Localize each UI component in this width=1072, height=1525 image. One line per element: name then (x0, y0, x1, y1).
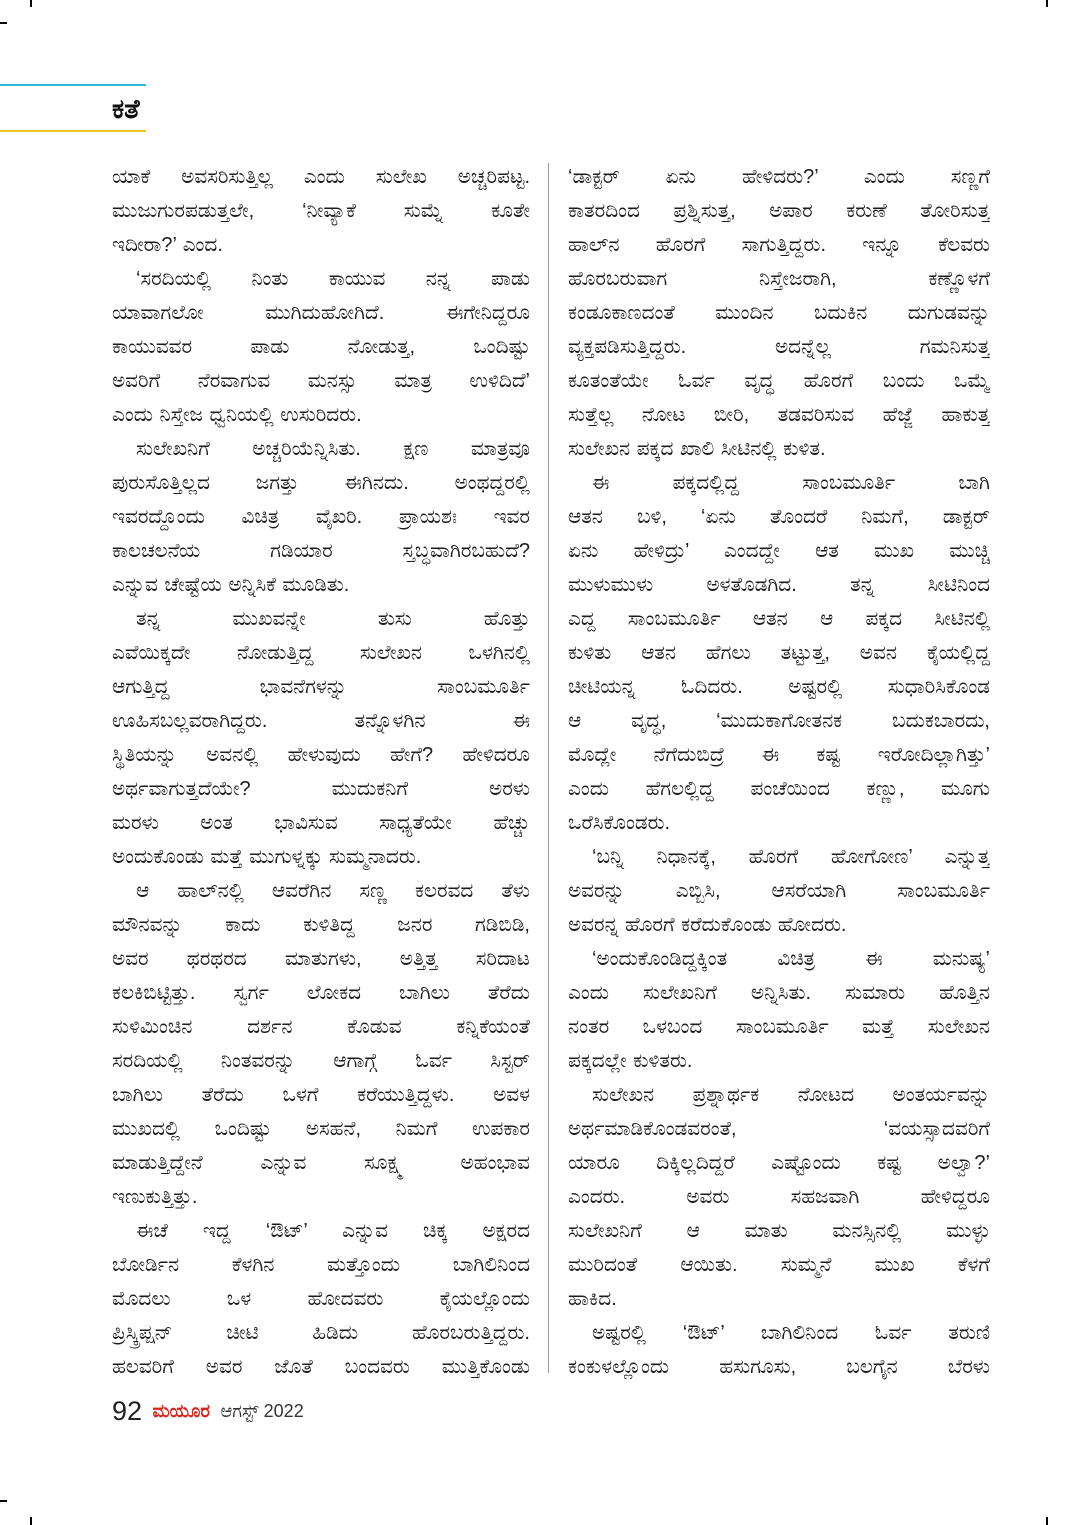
text-line: ಎಂದರು. ಅವರು ಸಹಜವಾಗಿ ಹೇಳಿದ್ದರೂ (568, 1186, 990, 1208)
text-line: ಬಾಗಿಲು ತೆರೆದು ಒಳಗೆ ಕರೆಯುತ್ತಿದ್ದಳು. ಅವಳ (112, 1084, 530, 1106)
section-label: ಕತೆ (112, 94, 140, 124)
crop-mark (1046, 0, 1048, 7)
text-line: ಮೊದಲು ಒಳ ಹೋದವರು ಕೈಯಲ್ಲೊಂದು (112, 1288, 530, 1310)
text-line: ಸ್ಥಿತಿಯನ್ನು ಅವನಲ್ಲಿ ಹೇಳುವುದು ಹೇಗೆ? ಹೇಳಿದರೂ (112, 744, 530, 766)
text-line: ಹಲವರಿಗೆ ಅವರ ಜೊತೆ ಬಂದವರು ಮುತ್ತಿಕೊಂಡು (112, 1356, 530, 1378)
text-line: ಇವರದ್ದೊಂದು ವಿಚಿತ್ರ ವೈಖರಿ. ಪ್ರಾಯಶಃ ಇವರ (112, 506, 530, 528)
text-line: ಕಲಕಿಬಿಟ್ಟಿತ್ತು. ಸ್ವರ್ಗ ಲೋಕದ ಬಾಗಿಲು ತೆರೆದು (112, 982, 530, 1004)
text-line: ಮುಖದಲ್ಲಿ ಒಂದಿಷ್ಟು ಅಸಹನೆ, ನಿಮಗೆ ಉಪಕಾರ (112, 1118, 530, 1140)
magazine-name: ಮಯೂರ (152, 1401, 210, 1421)
text-line: ನಂತರ ಒಳಬಂದ ಸಾಂಬಮೂರ್ತಿ ಮತ್ತೆ ಸುಲೇಖನ (568, 1016, 990, 1038)
text-line: ಈ ಪಕ್ಕದಲ್ಲಿದ್ದ ಸಾಂಬಮೂರ್ತಿ ಬಾಗಿ (592, 472, 990, 494)
left-column (112, 160, 530, 1384)
text-line: ಮುರಿದಂತೆ ಆಯಿತು. ಸುಮ್ಮನೆ ಮುಖ ಕೆಳಗೆ (568, 1254, 990, 1276)
text-line: ಸರದಿಯಲ್ಲಿ ನಿಂತವರನ್ನು ಆಗಾಗ್ಗೆ ಓರ್ವ ಸಿಸ್ಟರ್ (112, 1050, 530, 1072)
text-line: ಸುತ್ತೆಲ್ಲ ನೋಟ ಬೀರಿ, ತಡವರಿಸುವ ಹೆಜ್ಜೆ ಹಾಕುತ್ತ (568, 404, 990, 426)
text-line: ಬೋರ್ಡಿನ ಕೆಳಗಿನ ಮತ್ತೊಂದು ಬಾಗಿಲಿನಿಂದ (112, 1254, 530, 1276)
text-line: ಮೊದ್ಲೇ ನೆಗೆದುಬಿದ್ರೆ ಈ ಕಷ್ಟ ಇರೋದಿಲ್ಲಾಗಿತ್ತು’ (568, 744, 990, 766)
text-line: ಪ್ರಿಸ್ಕ್ರಿಪ್ಷನ್ ಚೀಟಿ ಹಿಡಿದು ಹೊರಬರುತ್ತಿದ್ದರು. (112, 1322, 530, 1344)
crop-mark (30, 1517, 32, 1525)
text-line: ಏನು ಹೇಳಿದ್ರು’ ಎಂದದ್ದೇ ಆತ ಮುಖ ಮುಚ್ಚಿ (568, 540, 990, 562)
text-line: ಅಂದುಕೊಂಡು ಮತ್ತೆ ಮುಗುಳ್ನಕ್ಕು ಸುಮ್ಮನಾದರು. (112, 846, 422, 868)
text-line: ಊಹಿಸಬಲ್ಲವರಾಗಿದ್ದರು. ತನ್ನೊಳಗಿನ ಈ (112, 710, 530, 732)
text-line: ಅವರನ್ನು ಎಬ್ಬಿಸಿ, ಆಸರೆಯಾಗಿ ಸಾಂಬಮೂರ್ತಿ (568, 880, 990, 902)
section-bottom-rule (0, 130, 146, 132)
text-line: ಕುಳಿತು ಆತನ ಹೆಗಲು ತಟ್ಟುತ್ತ, ಅವನ ಕೈಯಲ್ಲಿದ್ದ (568, 642, 990, 664)
text-line: ಸುಳಿಮಿಂಚಿನ ದರ್ಶನ ಕೊಡುವ ಕನ್ನಿಕೆಯಂತೆ (112, 1016, 530, 1038)
text-line: ಹೊರಬರುವಾಗ ನಿಸ್ತೇಜರಾಗಿ, ಕಣ್ಣೊಳಗೆ (568, 268, 990, 290)
text-line: ಈಚೆ ಇದ್ದ ‘ಔಟ್’ ಎನ್ನುವ ಚಿಕ್ಕ ಅಕ್ಷರದ (136, 1220, 530, 1242)
text-line: ಆತನ ಬಳಿ, ‘ಏನು ತೊಂದರೆ ನಿಮಗೆ, ಡಾಕ್ಟರ್ (568, 506, 990, 528)
text-line: ಚೀಟಿಯನ್ನ ಓದಿದರು. ಅಷ್ಟರಲ್ಲಿ ಸುಧಾರಿಸಿಕೊಂಡ (568, 676, 990, 698)
issue-date: ಆಗಸ್ಟ್ 2022 (220, 1401, 304, 1421)
text-line: ಪಕ್ಕದಲ್ಲೇ ಕುಳಿತರು. (568, 1050, 693, 1072)
text-line: ಎದ್ದ ಸಾಂಬಮೂರ್ತಿ ಆತನ ಆ ಪಕ್ಕದ ಸೀಟಿನಲ್ಲಿ (568, 608, 990, 630)
text-line: ಎಂದು ನಿಸ್ತೇಜ ಧ್ವನಿಯಲ್ಲಿ ಉಸುರಿದರು. (112, 404, 362, 426)
crop-mark (0, 22, 7, 24)
page-footer (112, 1394, 304, 1428)
text-line: ವ್ಯಕ್ತಪಡಿಸುತ್ತಿದ್ದರು. ಅದನ್ನೆಲ್ಲ ಗಮನಿಸುತ್ತ (568, 336, 990, 358)
page-number: 92 (112, 1396, 143, 1426)
text-line: ಕಾಲಚಲನೆಯ ಗಡಿಯಾರ ಸ್ತಬ್ಧವಾಗಿರಬಹುದೆ? (112, 540, 530, 562)
text-line: ‘ಡಾಕ್ಟರ್ ಏನು ಹೇಳಿದರು?’ ಎಂದು ಸಣ್ಣಗೆ (568, 166, 990, 188)
text-line: ಕಾತರದಿಂದ ಪ್ರಶ್ನಿಸುತ್ತ, ಅಪಾರ ಕರುಣೆ ತೋರಿಸುತ್ತ (568, 200, 990, 222)
text-line: ಕಂಡೂಕಾಣದಂತೆ ಮುಂದಿನ ಬದುಕಿನ ದುಗುಡವನ್ನು (568, 302, 990, 324)
text-line: ಎನ್ನುವ ಚೇಷ್ಟೆಯ ಅನ್ನಿಸಿಕೆ ಮೂಡಿತು. (112, 574, 350, 596)
text-line: ಕಾಯುವವರ ಪಾಡು ನೋಡುತ್ತ, ಒಂದಿಷ್ಟು (112, 336, 530, 358)
section-top-rule (0, 84, 146, 86)
text-line: ಎಂದು ಹೆಗಲಲ್ಲಿದ್ದ ಪಂಚೆಯಿಂದ ಕಣ್ಣು, ಮೂಗು (568, 778, 990, 800)
text-line: ಅವರನ್ನ ಹೊರಗೆ ಕರೆದುಕೊಂಡು ಹೋದರು. (568, 914, 847, 936)
text-line: ಹಾಕಿದ. (568, 1288, 617, 1310)
crop-mark (0, 1500, 7, 1502)
text-line: ಸುಲೇಖನ ಪಕ್ಕದ ಖಾಲಿ ಸೀಟಿನಲ್ಲಿ ಕುಳಿತ. (568, 438, 826, 460)
crop-mark (1046, 1517, 1048, 1525)
text-line: ‘ಸರದಿಯಲ್ಲಿ ನಿಂತು ಕಾಯುವ ನನ್ನ ಪಾಡು (136, 268, 530, 290)
text-line: ಪುರುಸೊತ್ತಿಲ್ಲದ ಜಗತ್ತು ಈಗಿನದು. ಅಂಥದ್ದರಲ್ಲಿ (112, 472, 530, 494)
text-line: ಎವೆಯಿಕ್ಕದೇ ನೋಡುತ್ತಿದ್ದ ಸುಲೇಖನ ಒಳಗಿನಲ್ಲಿ (112, 642, 530, 664)
text-line: ಸುಲೇಖನಿಗೆ ಅಚ್ಚರಿಯೆನ್ನಿಸಿತು. ಕ್ಷಣ ಮಾತ್ರವೂ (136, 438, 530, 460)
text-line: ಅಷ್ಟರಲ್ಲಿ ‘ಔಟ್’ ಬಾಗಿಲಿನಿಂದ ಓರ್ವ ತರುಣಿ (592, 1322, 990, 1344)
text-line: ಯಾರೂ ದಿಕ್ಕಿಲ್ಲದಿದ್ದರೆ ಎಷ್ಟೊಂದು ಕಷ್ಟ ಅಲ್ವಾ?’ (568, 1152, 990, 1174)
text-line: ಕಂಕುಳಲ್ಲೊಂದು ಹಸುಗೂಸು, ಬಲಗೈನ ಬೆರಳು (568, 1356, 990, 1378)
text-line: ಇಣುಕುತ್ತಿತ್ತು. (112, 1186, 198, 1208)
text-line: ಸುಲೇಖನಿಗೆ ಆ ಮಾತು ಮನಸ್ಸಿನಲ್ಲಿ ಮುಳ್ಳು (568, 1220, 990, 1242)
column-divider (548, 163, 549, 1373)
right-column (568, 160, 990, 1384)
text-line: ‘ಬನ್ನಿ ನಿಧಾನಕ್ಕೆ, ಹೊರಗೆ ಹೋಗೋಣ’ ಎನ್ನುತ್ತ (592, 846, 990, 868)
text-line: ‘ಅಂದುಕೊಂಡಿದ್ದಕ್ಕಿಂತ ವಿಚಿತ್ರ ಈ ಮನುಷ್ಯ’ (592, 948, 990, 970)
text-line: ಕೂತಂತೆಯೇ ಓರ್ವ ವೃದ್ಧ ಹೊರಗೆ ಬಂದು ಒಮ್ಮೆ (568, 370, 990, 392)
text-line: ಆ ಹಾಲ್‌ನಲ್ಲಿ ಆವರೆಗಿನ ಸಣ್ಣ ಕಲರವದ ತೆಳು (136, 880, 530, 902)
text-line: ಯಾಕೆ ಅವಸರಿಸುತ್ತಿಲ್ಲ ಎಂದು ಸುಲೇಖ ಅಚ್ಚರಿಪಟ್ಟ. (112, 166, 530, 188)
text-line: ಮೌನವನ್ನು ಕಾದು ಕುಳಿತಿದ್ದ ಜನರ ಗಡಿಬಿಡಿ, (112, 914, 530, 936)
text-line: ಅವರಿಗೆ ನೆರವಾಗುವ ಮನಸ್ಸು ಮಾತ್ರ ಉಳಿದಿದೆ’ (112, 370, 530, 392)
text-line: ಇದೀರಾ?’ ಎಂದ. (112, 234, 223, 256)
text-line: ತನ್ನ ಮುಖವನ್ನೇ ತುಸು ಹೊತ್ತು (136, 608, 530, 630)
text-line: ಮುಳುಮುಳು ಅಳತೊಡಗಿದ. ತನ್ನ ಸೀಟಿನಿಂದ (568, 574, 990, 596)
text-line: ಒರೆಸಿಕೊಂಡರು. (568, 812, 671, 834)
text-line: ಅರ್ಥಮಾಡಿಕೊಂಡವರಂತೆ, ‘ವಯಸ್ಸಾದವರಿಗೆ (568, 1118, 990, 1140)
text-line: ಅವರ ಥರಥರದ ಮಾತುಗಳು, ಅತ್ತಿತ್ತ ಸರಿದಾಟ (112, 948, 530, 970)
text-line: ಸುಲೇಖನ ಪ್ರಶ್ನಾರ್ಥಕ ನೋಟದ ಅಂತರ್ಯವನ್ನು (592, 1084, 990, 1106)
crop-mark (30, 0, 32, 7)
text-line: ಮರಳು ಅಂತ ಭಾವಿಸುವ ಸಾಧ್ಯತೆಯೇ ಹೆಚ್ಚು (112, 812, 530, 834)
text-line: ಮಾಡುತ್ತಿದ್ದೇನೆ ಎನ್ನುವ ಸೂಕ್ಷ್ಮ ಅಹಂಭಾವ (112, 1152, 530, 1174)
text-line: ಆಗುತ್ತಿದ್ದ ಭಾವನೆಗಳನ್ನು ಸಾಂಬಮೂರ್ತಿ (112, 676, 530, 698)
text-line: ಹಾಲ್‌ನ ಹೊರಗೆ ಸಾಗುತ್ತಿದ್ದರು. ಇನ್ನೂ ಕೆಲವರು (568, 234, 990, 256)
text-line: ಯಾವಾಗಲೋ ಮುಗಿದುಹೋಗಿದೆ. ಈಗೇನಿದ್ದರೂ (112, 302, 530, 324)
text-line: ಅರ್ಥವಾಗುತ್ತದೆಯೇ? ಮುದುಕನಿಗೆ ಅರಳು (112, 778, 530, 800)
text-line: ಆ ವೃದ್ಧ, ‘ಮುದುಕಾಗೋತನಕ ಬದುಕಬಾರದು, (568, 710, 990, 732)
text-line: ಎಂದು ಸುಲೇಖನಿಗೆ ಅನ್ನಿಸಿತು. ಸುಮಾರು ಹೊತ್ತಿನ (568, 982, 990, 1004)
text-line: ಮುಜುಗುರಪಡುತ್ತಲೇ, ‘ನೀವ್ಯಾಕೆ ಸುಮ್ನೆ ಕೂತೇ (112, 200, 530, 222)
